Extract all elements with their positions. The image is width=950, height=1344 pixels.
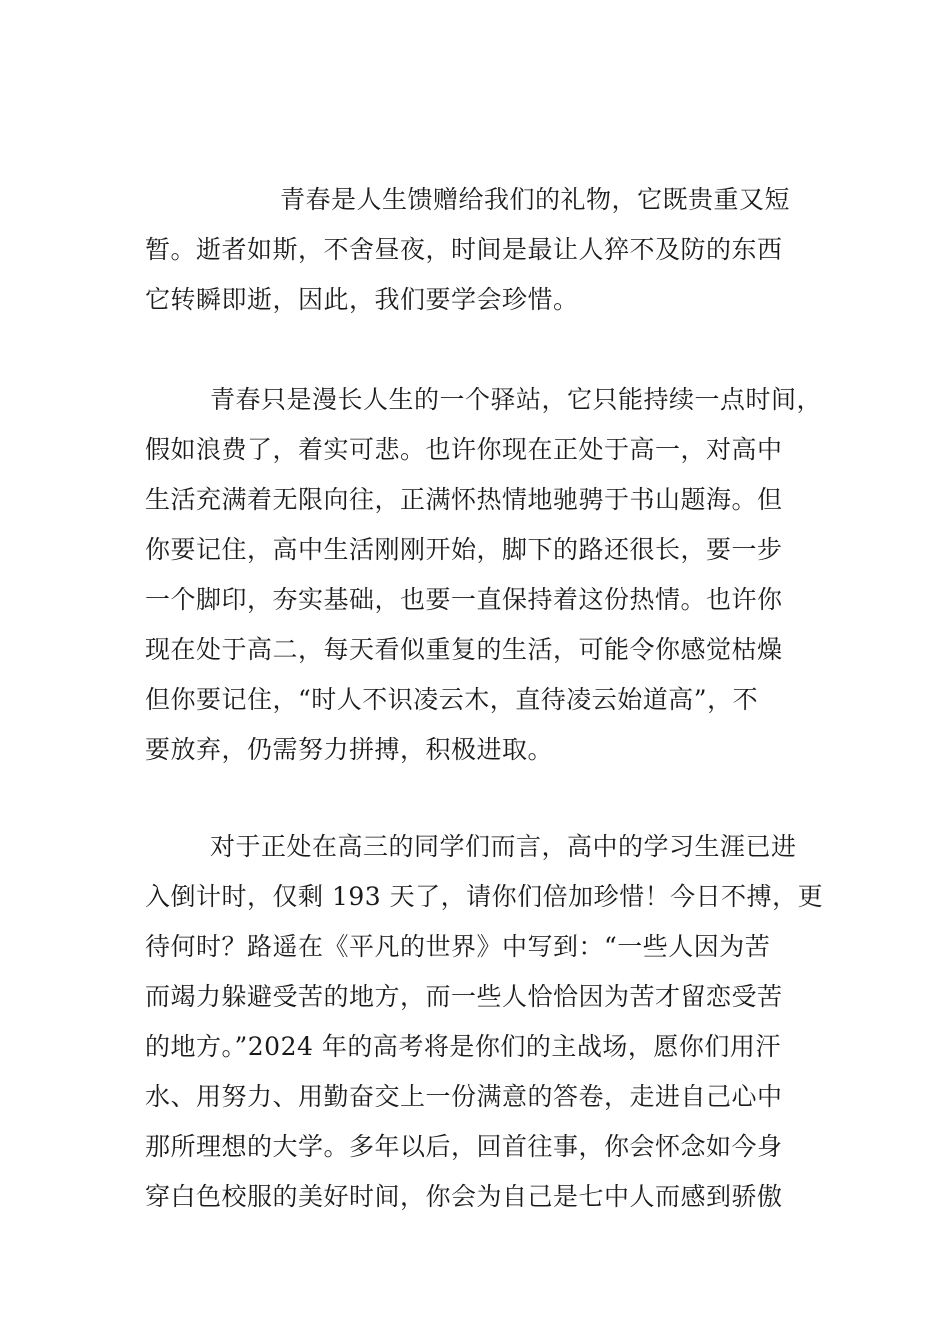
paragraph-2-line-2: 假如浪费了，着实可悲。也许你现在正处于高一，对高中 (145, 435, 783, 464)
paragraph-2-line-6: 现在处于高二，每天看似重复的生活，可能令你感觉枯燥 (145, 635, 783, 664)
paragraph-3-line-2: 入倒计时，仅剩 193 天了，请你们倍加珍惜！今日不搏，更 (145, 882, 824, 911)
paragraph-2-line-1: 青春只是漫长人生的一个驿站，它只能持续一点时间， (210, 385, 823, 414)
paragraph-1-line-1: 青春是人生馈赠给我们的礼物，它既贵重又短 (280, 185, 791, 214)
paragraph-2-line-7: 但你要记住，“时人不识凌云木，直待凌云始道高”，不 (145, 685, 759, 714)
paragraph-3-line-1: 对于正处在高三的同学们而言，高中的学习生涯已进 (210, 832, 797, 861)
paragraph-2-line-4: 你要记住，高中生活刚刚开始，脚下的路还很长，要一步 (145, 535, 783, 564)
paragraph-3-line-6: 水、用努力、用勤奋交上一份满意的答卷，走进自己心中 (145, 1082, 783, 1111)
paragraph-3-line-5: 的地方。”2024 年的高考将是你们的主战场，愿你们用汗 (145, 1032, 781, 1061)
paragraph-3-line-4: 而竭力躲避受苦的地方，而一些人恰恰因为苦才留恋受苦 (145, 982, 783, 1011)
paragraph-3-line-3: 待何时？路遥在《平凡的世界》中写到：“一些人因为苦 (145, 932, 771, 961)
paragraph-2-line-3: 生活充满着无限向往，正满怀热情地驰骋于书山题海。但 (145, 485, 783, 514)
paragraph-3-line-8: 穿白色校服的美好时间，你会为自己是七中人而感到骄傲 (145, 1182, 783, 1211)
paragraph-2-line-8: 要放弃，仍需努力拼搏，积极进取。 (145, 735, 554, 764)
paragraph-1-line-2: 暂。逝者如斯，不舍昼夜，时间是最让人猝不及防的东西 (145, 235, 783, 264)
paragraph-2-line-5: 一个脚印，夯实基础，也要一直保持着这份热情。也许你 (145, 585, 783, 614)
paragraph-1-line-3: 它转瞬即逝，因此，我们要学会珍惜。 (145, 285, 579, 314)
paragraph-3-line-7: 那所理想的大学。多年以后，回首往事，你会怀念如今身 (145, 1132, 783, 1161)
